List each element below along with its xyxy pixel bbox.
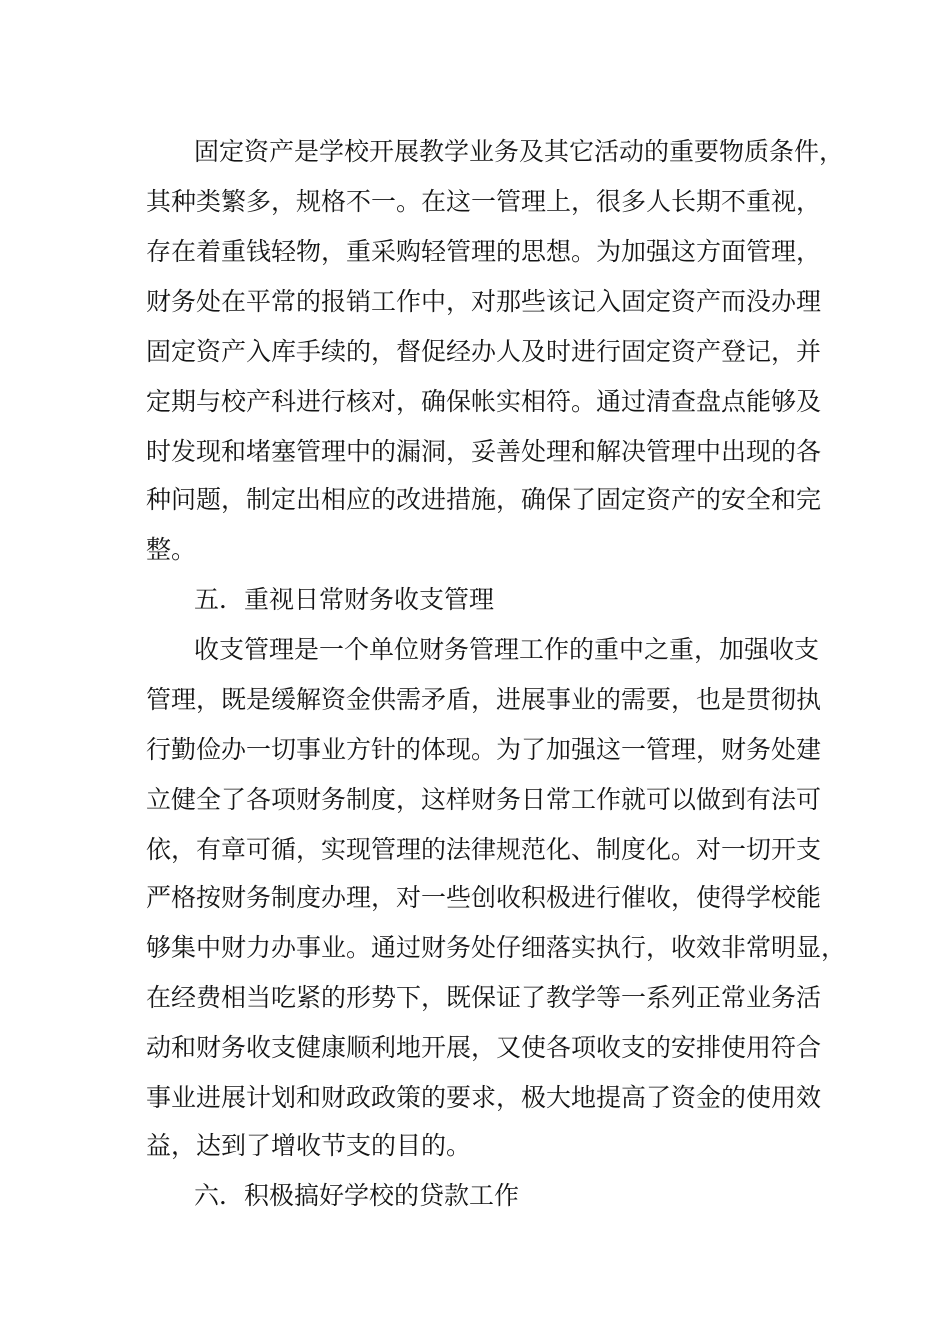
paragraph-line: 行勤俭办一切事业方针的体现。为了加强这一管理，财务处建 — [146, 735, 822, 764]
paragraph-line: 动和财务收支健康顺利地开展，又使各项收支的安排使用符合 — [146, 1033, 822, 1062]
paragraph-line: 管理，既是缓解资金供需矛盾，进展事业的需要，也是贯彻执 — [146, 685, 822, 714]
paragraph-line: 固定资产入库手续的，督促经办人及时进行固定资产登记，并 — [146, 337, 822, 366]
paragraph-line: 固定资产是学校开展教学业务及其它活动的重要物质条件， — [194, 137, 845, 166]
paragraph-line: 财务处在平常的报销工作中，对那些该记入固定资产而没办理 — [146, 287, 822, 316]
paragraph-line: 整。 — [146, 535, 197, 564]
paragraph-line: 存在着重钱轻物，重采购轻管理的思想。为加强这方面管理， — [146, 237, 822, 266]
paragraph-line: 收支管理是一个单位财务管理工作的重中之重，加强收支 — [194, 635, 820, 664]
paragraph-line: 其种类繁多，规格不一。在这一管理上，很多人长期不重视， — [146, 187, 822, 216]
section-heading: 六．积极搞好学校的贷款工作 — [194, 1181, 520, 1210]
paragraph-line: 定期与校产科进行核对，确保帐实相符。通过清查盘点能够及 — [146, 387, 822, 416]
paragraph-line: 事业进展计划和财政政策的要求，极大地提高了资金的使用效 — [146, 1083, 822, 1112]
paragraph-line: 依，有章可循，实现管理的法律规范化、制度化。对一切开支 — [146, 835, 822, 864]
paragraph-line: 时发现和堵塞管理中的漏洞，妥善处理和解决管理中出现的各 — [146, 437, 822, 466]
paragraph-line: 种问题，制定出相应的改进措施，确保了固定资产的安全和完 — [146, 485, 822, 514]
section-heading: 五．重视日常财务收支管理 — [194, 585, 495, 614]
paragraph-line: 立健全了各项财务制度，这样财务日常工作就可以做到有法可 — [146, 785, 822, 814]
paragraph-line: 严格按财务制度办理，对一些创收积极进行催收，使得学校能 — [146, 883, 822, 912]
paragraph-line: 够集中财力办事业。通过财务处仔细落实执行，收效非常明显， — [146, 933, 847, 962]
paragraph-line: 在经费相当吃紧的形势下，既保证了教学等一系列正常业务活 — [146, 983, 822, 1012]
paragraph-line: 益，达到了增收节支的目的。 — [146, 1131, 472, 1160]
